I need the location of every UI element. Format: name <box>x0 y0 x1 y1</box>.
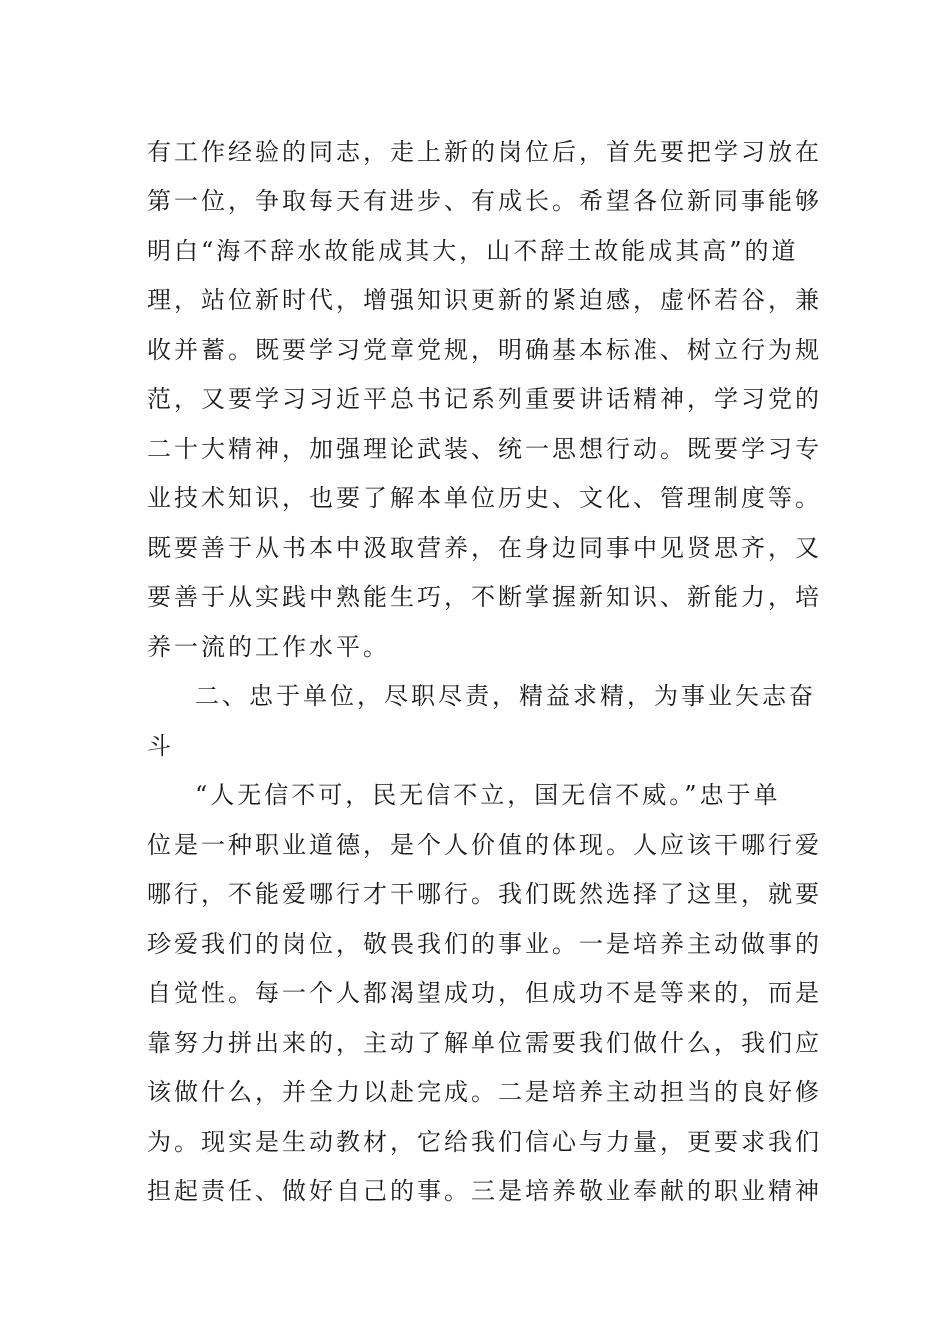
paragraph-1-line: 明白“海不辞水故能成其大，山不辞土故能成其高”的道 <box>147 237 799 265</box>
section-heading-line: 斗 <box>147 732 174 760</box>
paragraph-2-line: 珍爱我们的岗位，敬畏我们的事业。一是培养主动做事的 <box>147 930 822 958</box>
paragraph-1-line: 二十大精神，加强理论武装、统一思想行动。既要学习专 <box>147 435 822 463</box>
paragraph-1-line: 业技术知识，也要了解本单位历史、文化、管理制度等。 <box>147 484 822 512</box>
paragraph-2-line: 哪行，不能爱哪行才干哪行。我们既然选择了这里，就要 <box>147 880 822 908</box>
paragraph-1-line: 有工作经验的同志，走上新的岗位后，首先要把学习放在 <box>147 138 822 166</box>
paragraph-1-line: 第一位，争取每天有进步、有成长。希望各位新同事能够 <box>147 187 822 215</box>
paragraph-1-line: 理，站位新时代，增强知识更新的紧迫感，虚怀若谷，兼 <box>147 286 822 314</box>
paragraph-2-line: 为。现实是生动教材，它给我们信心与力量，更要求我们 <box>147 1128 822 1156</box>
paragraph-1-line: 要善于从实践中熟能生巧，不断掌握新知识、新能力，培 <box>147 583 822 611</box>
paragraph-1-line: 既要善于从书本中汲取营养，在身边同事中见贤思齐，又 <box>147 534 822 562</box>
paragraph-2-line: “人无信不可，民无信不立，国无信不威。”忠于单 <box>195 781 781 809</box>
paragraph-2-line: 自觉性。每一个人都渴望成功，但成功不是等来的，而是 <box>147 979 822 1007</box>
paragraph-2-line: 该做什么，并全力以赴完成。二是培养主动担当的良好修 <box>147 1078 822 1106</box>
paragraph-1-line: 收并蓄。既要学习党章党规，明确基本标准、树立行为规 <box>147 336 822 364</box>
paragraph-2-line: 位是一种职业道德，是个人价值的体现。人应该干哪行爱 <box>147 831 822 859</box>
paragraph-1-line: 范，又要学习习近平总书记系列重要讲话精神，学习党的 <box>147 385 822 413</box>
section-heading-line: 二、忠于单位，尽职尽责，精益求精，为事业矢志奋 <box>195 682 816 710</box>
paragraph-2-line: 担起责任、做好自己的事。三是培养敬业奉献的职业精神 <box>147 1177 822 1205</box>
paragraph-2-line: 靠努力拼出来的，主动了解单位需要我们做什么，我们应 <box>147 1029 822 1057</box>
paragraph-1-line: 养一流的工作水平。 <box>147 633 390 661</box>
